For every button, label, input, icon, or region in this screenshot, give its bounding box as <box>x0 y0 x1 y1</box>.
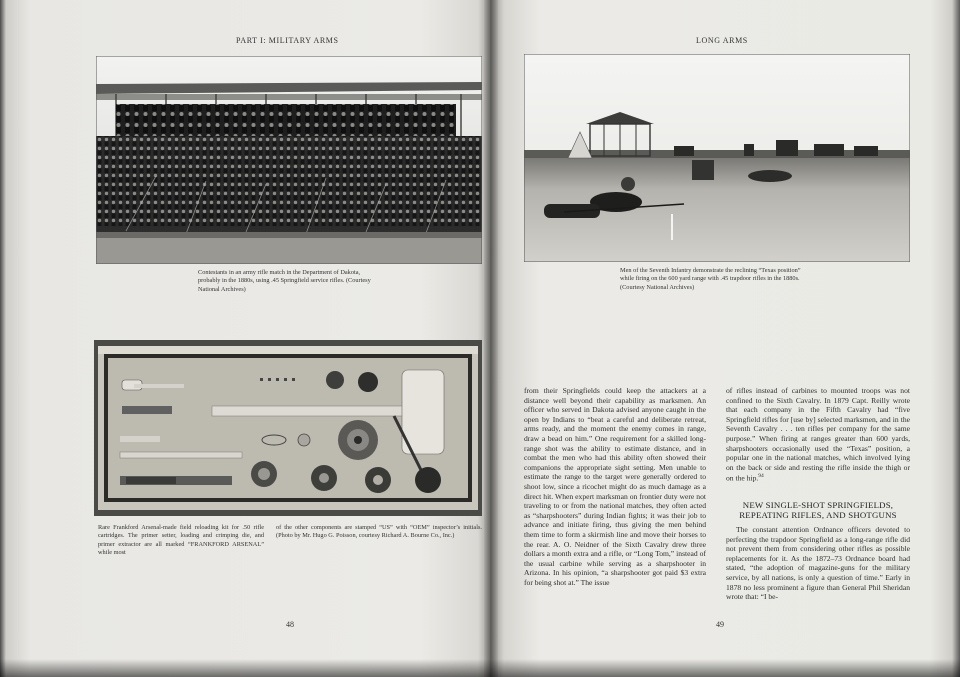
reloading-kit-caption-col2: of the other components are stamped “US” with “OEM” inspector’s initials. (Photo by Mr. Hugo G. Poisson, courtesy Richard A. Bourne Co., Inc.) <box>276 524 482 540</box>
body-column-2-para2: The constant attention Ordnance officers devoted to perfecting the trapdoor Springfield as a long-range rifle did not prevent them from considering other rifles as possible replacements for it. As the 1872–73 Ordnance board had stated, “the adoption of magazine-guns for the military service, by all nations, is only a question of time.” Early in 1878 no less prominent a figure than General Phil Sheridan wrote that: “I be- <box>726 525 910 602</box>
reloading-kit-photo-image <box>94 340 482 516</box>
reloading-kit-caption-col1: Rare Frankford Arsenal-made field reloading kit for .50 rifle cartridges. The primer setter, loading and crimping die, and primer extractor are all marked “FRANKFORD ARSENAL” while most <box>98 524 264 556</box>
body-column-1 <box>524 386 706 587</box>
rifle-match-photo <box>96 56 482 264</box>
footnote-ref-94: 94 <box>758 473 764 480</box>
right-folio: 49 <box>716 620 724 629</box>
reloading-kit-photo <box>94 340 482 516</box>
left-folio: 48 <box>286 620 294 629</box>
rifle-match-caption: Contestants in an army rifle match in the Department of Dakota, probably in the 1880s, using .45 Springfield service rifles. (Courtesy National Archives) <box>198 269 371 293</box>
body-column-1-text: from their Springfields could keep the attackers at a distance well beyond their capability as marksmen. An officer who served in Dakota advised anyone caught in the open by Indians to “beat a careful and deliberate retreat, arms ready, and the moment the enemy comes in range, draw a bead on him.” One requirement for a skilled long-range shot was the ability to estimate distance, and in combat the men who had this ability often showed their companions the appropriate sight setting. Men unable to estimate the range to the target were generally ordered to shoot low, since a ricochet might do as much damage as a direct hit. When expert marksman on frontier duty were not traveling to or from the national matches, they often acted as “sharpshooters” during Indian fights; it was their job to advance and initiate firing, thus giving the men behind them time to form a skirmish line and move their horses to the rear. A. O. Neidner of the Sixth Cavalry drew three dollars a month extra and a rifle, or “Long Tom,” instead of the usual carbine while serving as a sharpshooter in Arizona. In his opinion, “a sharpshooter got paid $3 extra for being shot at.” The issue <box>524 386 706 587</box>
texas-position-photo <box>524 54 910 262</box>
section-heading-line2: REPEATING RIFLES, AND SHOTGUNS <box>739 510 897 521</box>
texas-position-caption: Men of the Seventh Infantry demonstrate the reclining “Texas position” while firing on the 600 yard range with .45 trapdoor rifles in the 1880s. (Courtesy National Archives) <box>620 267 801 291</box>
body-column-2-para1-text: of rifles instead of carbines to mounted troops was not confined to the Sixth Cavalry. In 1879 Capt. Reilly wrote that each company in the Fifth Cavalry had “five Springfield rifles for [use by] selected marksmen, and in the Seventh Cavalry . . . ten rifles per company for the same purpose.” When firing at ranges greater than 600 yards, sharpshooters occasionally used the “Texas” position, a popular one in the national matches, which involved lying on the back or side and resting the rifle inside the thigh or on the hip. <box>726 386 910 483</box>
right-page <box>490 0 960 677</box>
bottom-shadow <box>0 659 960 677</box>
body-column-2-para2-wrap <box>726 525 910 602</box>
section-heading-line1: NEW SINGLE-SHOT SPRINGFIELDS, <box>742 500 894 510</box>
right-running-head: LONG ARMS <box>696 36 748 45</box>
body-column-2-para1-wrap <box>726 386 910 483</box>
left-running-head: PART I: MILITARY ARMS <box>236 36 339 45</box>
section-heading <box>726 500 910 520</box>
texas-position-photo-image <box>524 54 910 262</box>
rifle-match-photo-image <box>96 56 482 264</box>
book-gutter <box>484 0 498 677</box>
body-column-2-para1 <box>726 386 910 483</box>
